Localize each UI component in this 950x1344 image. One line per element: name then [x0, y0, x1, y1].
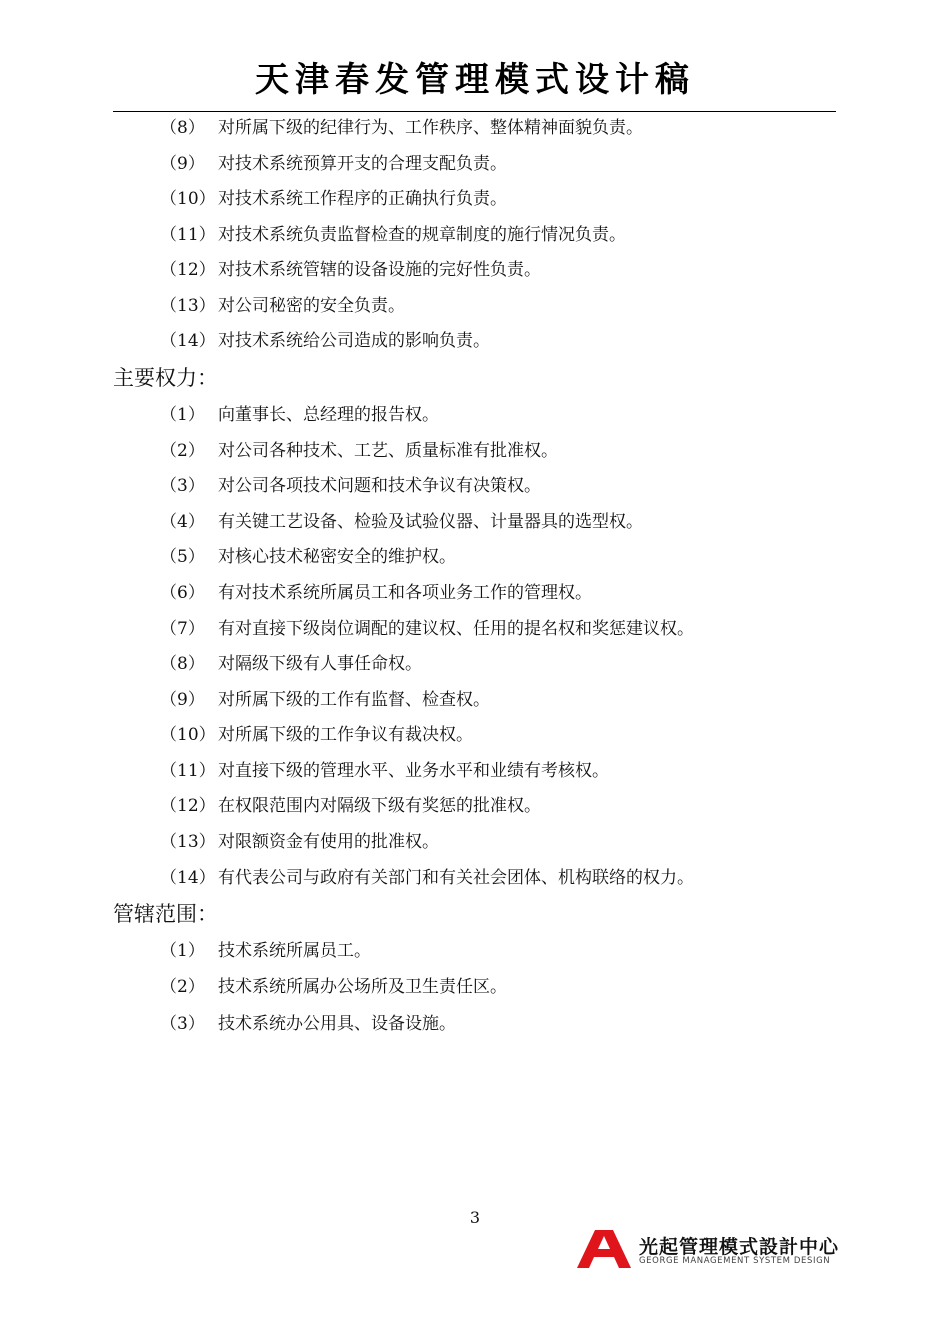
company-logo — [575, 1228, 840, 1270]
logo-chinese-name: 光起管理模式設計中心 — [639, 1236, 840, 1258]
header-divider — [113, 111, 836, 112]
document-title: 天津春发管理模式设计稿 — [255, 60, 695, 100]
logo-english-name: GEORGE MANAGEMENT SYSTEM DESIGN — [639, 1256, 831, 1266]
logo-a-mark-icon — [575, 1228, 633, 1270]
section-heading-scope: 管辖范围： — [113, 902, 218, 926]
page-number: 3 — [469, 1208, 481, 1227]
section-heading-powers: 主要权力： — [113, 366, 218, 390]
